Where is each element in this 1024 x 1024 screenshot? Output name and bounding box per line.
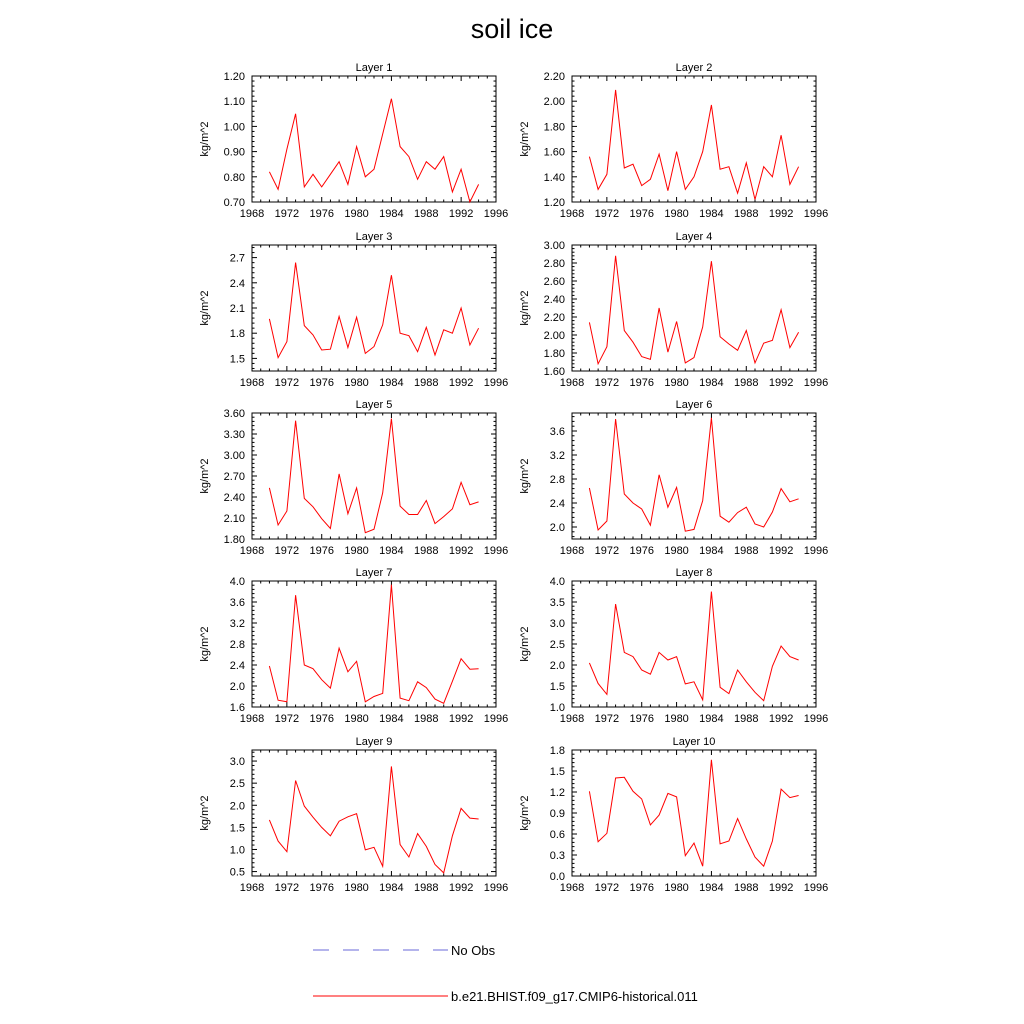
y-tick-label: 3.00 [543, 240, 565, 252]
series-line-model [269, 99, 478, 202]
x-tick-label: 1992 [768, 882, 794, 894]
x-tick-label: 1972 [274, 545, 300, 557]
x-tick-label: 1972 [274, 208, 300, 220]
y-tick-label: 1.8 [229, 328, 245, 341]
series-line-model [589, 418, 798, 531]
x-tick-label: 1976 [309, 208, 334, 220]
series-line-model [589, 592, 798, 701]
panel-title: Layer 9 [355, 736, 393, 748]
x-tick-label: 1972 [274, 882, 300, 894]
y-tick-label: 2.0 [229, 681, 245, 693]
x-tick-label: 1968 [239, 208, 265, 220]
panel-title: Layer 4 [675, 231, 713, 243]
x-tick-label: 1984 [699, 882, 724, 894]
y-tick-label: 1.0 [549, 702, 565, 714]
y-axis-label: kg/m^2 [519, 458, 531, 494]
x-tick-label: 1984 [379, 713, 404, 725]
x-tick-label: 1972 [594, 208, 620, 220]
y-tick-label: 2.60 [543, 276, 565, 288]
panel-8 [519, 567, 828, 725]
panel-5 [199, 399, 508, 557]
x-tick-label: 1992 [448, 545, 474, 557]
panel-10 [519, 736, 828, 894]
x-tick-label: 1988 [734, 377, 759, 389]
x-tick-label: 1980 [344, 713, 369, 725]
series-line-model [589, 90, 798, 200]
y-tick-label: 1.40 [543, 171, 565, 184]
series-line-model [269, 585, 478, 704]
x-tick-label: 1976 [629, 713, 654, 725]
x-tick-label: 1992 [448, 377, 474, 389]
x-tick-label: 1984 [699, 377, 724, 389]
plot-frame [572, 750, 816, 876]
x-tick-label: 1988 [414, 882, 439, 894]
x-tick-label: 1988 [734, 208, 759, 220]
y-tick-label: 1.80 [543, 348, 565, 360]
y-tick-label: 2.0 [549, 522, 565, 534]
legend-obs-label: No Obs [451, 943, 496, 958]
x-tick-label: 1984 [379, 377, 404, 389]
x-tick-label: 1992 [768, 713, 794, 725]
y-tick-label: 3.2 [229, 618, 245, 630]
x-tick-label: 1972 [594, 545, 620, 557]
panel-title: Layer 1 [355, 62, 393, 74]
y-tick-label: 1.20 [543, 197, 565, 209]
x-tick-label: 1988 [734, 713, 759, 725]
y-tick-label: 2.1 [229, 303, 245, 315]
x-tick-label: 1996 [803, 882, 829, 894]
panel-title: Layer 3 [355, 231, 393, 243]
series-line-model [269, 419, 478, 533]
y-tick-label: 2.8 [229, 639, 245, 651]
x-tick-label: 1984 [379, 882, 404, 894]
panel-title: Layer 2 [675, 62, 713, 74]
y-tick-label: 2.70 [223, 471, 245, 483]
y-tick-label: 0.0 [549, 871, 565, 883]
y-tick-label: 1.60 [543, 366, 565, 378]
x-tick-label: 1976 [309, 882, 334, 894]
y-tick-label: 1.8 [549, 745, 565, 757]
x-tick-label: 1992 [448, 713, 474, 725]
x-tick-label: 1984 [699, 545, 724, 557]
x-tick-label: 1968 [239, 713, 265, 725]
x-tick-label: 1972 [274, 713, 300, 725]
x-tick-label: 1972 [594, 377, 620, 389]
x-tick-label: 1968 [239, 882, 265, 894]
y-tick-label: 1.80 [223, 534, 245, 546]
y-axis-label: kg/m^2 [199, 795, 211, 831]
y-tick-label: 0.90 [223, 146, 245, 159]
y-tick-label: 2.4 [229, 660, 245, 672]
x-tick-label: 1976 [629, 882, 654, 894]
x-tick-label: 1992 [768, 545, 794, 557]
y-tick-label: 4.0 [549, 576, 565, 588]
x-tick-label: 1992 [448, 882, 474, 894]
panel-title: Layer 6 [675, 399, 713, 411]
y-tick-label: 2.20 [543, 71, 565, 83]
y-tick-label: 1.5 [229, 353, 245, 366]
x-tick-label: 1976 [309, 713, 334, 725]
page-title: soil ice [470, 14, 554, 44]
y-axis-label: kg/m^2 [519, 795, 531, 831]
series-line-model [269, 766, 478, 873]
panel-7 [199, 567, 508, 725]
y-tick-label: 3.5 [549, 597, 565, 609]
y-tick-label: 4.0 [229, 576, 245, 588]
x-tick-label: 1996 [483, 882, 509, 894]
x-tick-label: 1996 [803, 713, 829, 725]
y-tick-label: 2.8 [549, 474, 565, 486]
plot-frame [572, 245, 816, 371]
x-tick-label: 1988 [734, 545, 759, 557]
y-tick-label: 3.00 [223, 450, 245, 462]
y-tick-label: 3.6 [229, 597, 245, 609]
x-tick-label: 1968 [559, 882, 585, 894]
series-line-model [589, 256, 798, 364]
plot-frame [252, 413, 496, 539]
y-axis-label: kg/m^2 [199, 626, 211, 662]
x-tick-label: 1972 [594, 882, 620, 894]
y-tick-label: 2.80 [543, 258, 565, 270]
y-tick-label: 1.2 [549, 787, 565, 799]
x-tick-label: 1988 [734, 882, 759, 894]
y-axis-label: kg/m^2 [199, 290, 211, 326]
y-tick-label: 1.20 [223, 71, 245, 83]
x-tick-label: 1980 [344, 377, 369, 389]
x-tick-label: 1968 [559, 713, 585, 725]
y-axis-label: kg/m^2 [519, 121, 531, 157]
series-line-model [589, 760, 798, 866]
y-tick-label: 0.5 [229, 866, 245, 879]
x-tick-label: 1976 [309, 377, 334, 389]
x-tick-label: 1976 [629, 377, 654, 389]
panel-title: Layer 10 [672, 736, 716, 748]
legend-model-label: b.e21.BHIST.f09_g17.CMIP6-historical.011 [451, 989, 698, 1004]
panel-1 [199, 62, 508, 220]
y-tick-label: 0.80 [223, 171, 245, 184]
x-tick-label: 1988 [414, 377, 439, 389]
y-tick-label: 0.6 [549, 829, 565, 841]
y-tick-label: 1.00 [223, 121, 245, 134]
y-tick-label: 2.00 [543, 96, 565, 109]
x-tick-label: 1984 [379, 208, 404, 220]
x-tick-label: 1980 [664, 882, 689, 894]
y-tick-label: 3.30 [223, 429, 245, 441]
x-tick-label: 1976 [629, 545, 654, 557]
y-tick-label: 3.2 [549, 450, 565, 462]
plot-frame [572, 413, 816, 539]
x-tick-label: 1996 [803, 208, 829, 220]
y-tick-label: 2.40 [223, 492, 245, 504]
x-tick-label: 1988 [414, 713, 439, 725]
x-tick-label: 1980 [664, 377, 689, 389]
plot-frame [252, 76, 496, 202]
y-tick-label: 2.0 [549, 660, 565, 672]
x-tick-label: 1988 [414, 545, 439, 557]
y-tick-label: 2.40 [543, 294, 565, 306]
x-tick-label: 1972 [274, 377, 300, 389]
series-line-model [269, 263, 478, 358]
y-tick-label: 1.5 [549, 766, 565, 778]
x-tick-label: 1968 [559, 545, 585, 557]
x-tick-label: 1984 [379, 545, 404, 557]
y-tick-label: 0.3 [549, 850, 565, 862]
y-axis-label: kg/m^2 [519, 626, 531, 662]
y-tick-label: 1.5 [229, 822, 245, 835]
y-tick-label: 1.5 [549, 681, 565, 693]
y-tick-label: 1.80 [543, 121, 565, 134]
y-tick-label: 2.00 [543, 330, 565, 342]
x-tick-label: 1980 [344, 545, 369, 557]
x-tick-label: 1992 [448, 208, 474, 220]
y-tick-label: 2.4 [229, 277, 245, 290]
x-tick-label: 1968 [239, 545, 265, 557]
x-tick-label: 1968 [239, 377, 265, 389]
panel-3 [199, 231, 508, 389]
panel-4 [519, 231, 828, 389]
y-axis-label: kg/m^2 [199, 458, 211, 494]
y-tick-label: 3.6 [549, 426, 565, 438]
y-axis-label: kg/m^2 [199, 121, 211, 157]
y-tick-label: 2.20 [543, 312, 565, 324]
x-tick-label: 1968 [559, 208, 585, 220]
panel-9 [199, 736, 508, 894]
y-tick-label: 2.5 [229, 778, 245, 791]
x-tick-label: 1980 [344, 882, 369, 894]
y-tick-label: 1.6 [229, 702, 245, 714]
x-tick-label: 1980 [664, 208, 689, 220]
x-tick-label: 1996 [483, 377, 509, 389]
y-tick-label: 1.10 [223, 96, 245, 109]
x-tick-label: 1992 [768, 377, 794, 389]
y-tick-label: 2.0 [229, 800, 245, 813]
plot-frame [252, 581, 496, 707]
x-tick-label: 1992 [768, 208, 794, 220]
y-tick-label: 2.10 [223, 513, 245, 525]
x-tick-label: 1980 [664, 545, 689, 557]
y-tick-label: 2.5 [549, 639, 565, 651]
panel-title: Layer 8 [675, 567, 713, 579]
panel-title: Layer 7 [355, 567, 393, 579]
plot-frame [572, 581, 816, 707]
panel-title: Layer 5 [355, 399, 393, 411]
x-tick-label: 1984 [699, 713, 724, 725]
y-tick-label: 3.60 [223, 408, 245, 420]
x-tick-label: 1984 [699, 208, 724, 220]
plot-frame [252, 245, 496, 371]
x-tick-label: 1980 [344, 208, 369, 220]
panel-6 [519, 399, 828, 557]
y-axis-label: kg/m^2 [519, 290, 531, 326]
plot-frame [572, 76, 816, 202]
x-tick-label: 1996 [483, 208, 509, 220]
x-tick-label: 1996 [483, 713, 509, 725]
y-tick-label: 2.7 [229, 252, 245, 265]
y-tick-label: 0.9 [549, 808, 565, 820]
x-tick-label: 1968 [559, 377, 585, 389]
y-tick-label: 1.60 [543, 146, 565, 159]
y-tick-label: 1.0 [229, 844, 245, 857]
x-tick-label: 1996 [803, 545, 829, 557]
y-tick-label: 2.4 [549, 498, 565, 510]
x-tick-label: 1988 [414, 208, 439, 220]
x-tick-label: 1972 [594, 713, 620, 725]
y-tick-label: 0.70 [223, 197, 245, 209]
x-tick-label: 1976 [309, 545, 334, 557]
x-tick-label: 1980 [664, 713, 689, 725]
y-tick-label: 3.0 [229, 756, 245, 769]
x-tick-label: 1996 [483, 545, 509, 557]
y-tick-label: 3.0 [549, 618, 565, 630]
panel-2 [519, 62, 828, 220]
x-tick-label: 1976 [629, 208, 654, 220]
x-tick-label: 1996 [803, 377, 829, 389]
